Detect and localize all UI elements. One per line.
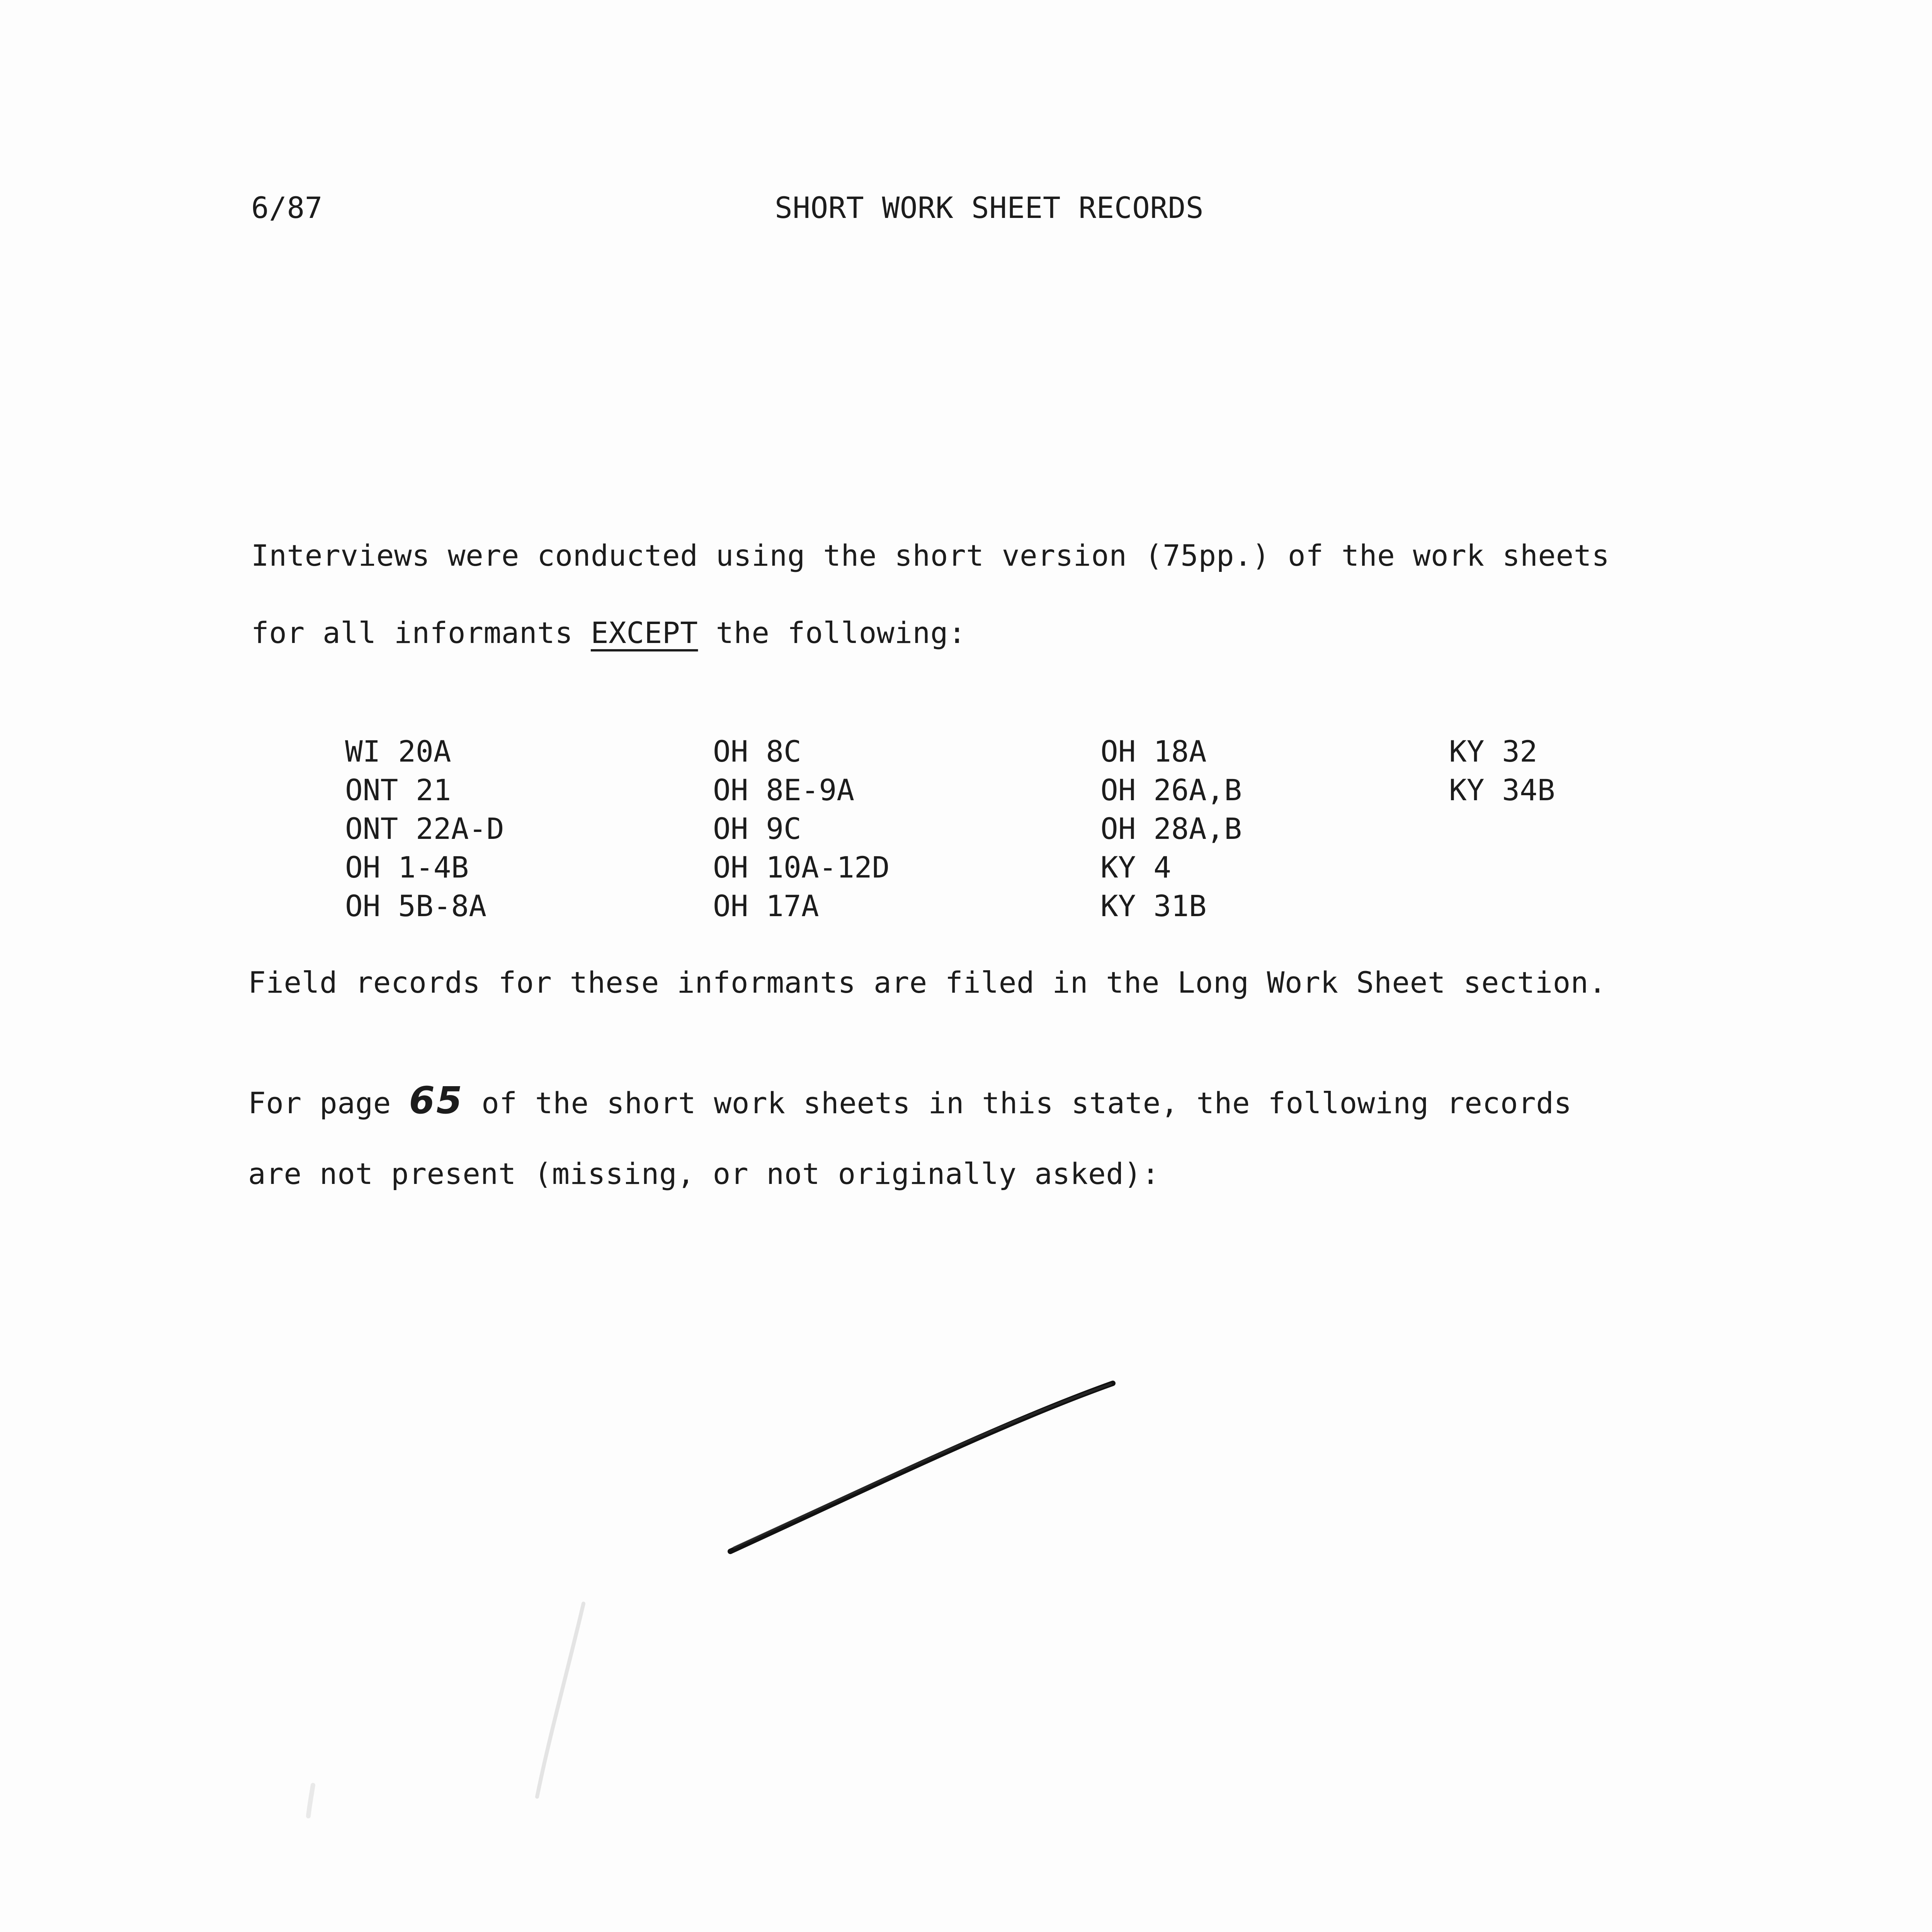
list-item: OH 18A xyxy=(1100,734,1207,769)
list-item: OH 5B-8A xyxy=(345,889,487,923)
list-item: ONT 21 xyxy=(345,773,451,807)
list-item: OH 1-4B xyxy=(345,850,469,884)
list-item: KY 4 xyxy=(1100,850,1172,884)
except-emphasis: EXCEPT xyxy=(590,616,698,650)
list-item: OH 9C xyxy=(713,811,801,846)
field-records-note: Field records for these informants are filed in the Long Work Sheet section. xyxy=(248,965,1607,1000)
list-item: KY 31B xyxy=(1100,889,1207,923)
page-title: SHORT WORK SHEET RECORDS xyxy=(775,190,1204,225)
list-item: OH 10A-12D xyxy=(713,850,890,884)
handwritten-page-number: 65 xyxy=(409,1079,464,1122)
list-item: OH 26A,B xyxy=(1100,773,1242,807)
missing-records-line-2: are not present (missing, or not originally asked): xyxy=(248,1156,1160,1191)
intro-line-2-before: for all informants xyxy=(251,616,591,650)
header-date: 6/87 xyxy=(251,190,323,225)
list-item: KY 32 xyxy=(1449,734,1537,769)
list-item: ONT 22A-D xyxy=(345,811,504,846)
missing-suffix: of the short work sheets in this state, the following records xyxy=(463,1086,1572,1120)
intro-line-1: Interviews were conducted using the short version (75pp.) of the work sheets xyxy=(251,538,1610,573)
list-item: KY 34B xyxy=(1449,773,1555,807)
list-item: OH 28A,B xyxy=(1100,811,1242,846)
list-item: OH 8E-9A xyxy=(713,773,855,807)
missing-prefix: For page xyxy=(248,1086,409,1120)
intro-line-2-after: the following: xyxy=(698,616,966,650)
list-item: OH 17A xyxy=(713,889,819,923)
list-item: OH 8C xyxy=(713,734,801,769)
list-item: WI 20A xyxy=(345,734,451,769)
